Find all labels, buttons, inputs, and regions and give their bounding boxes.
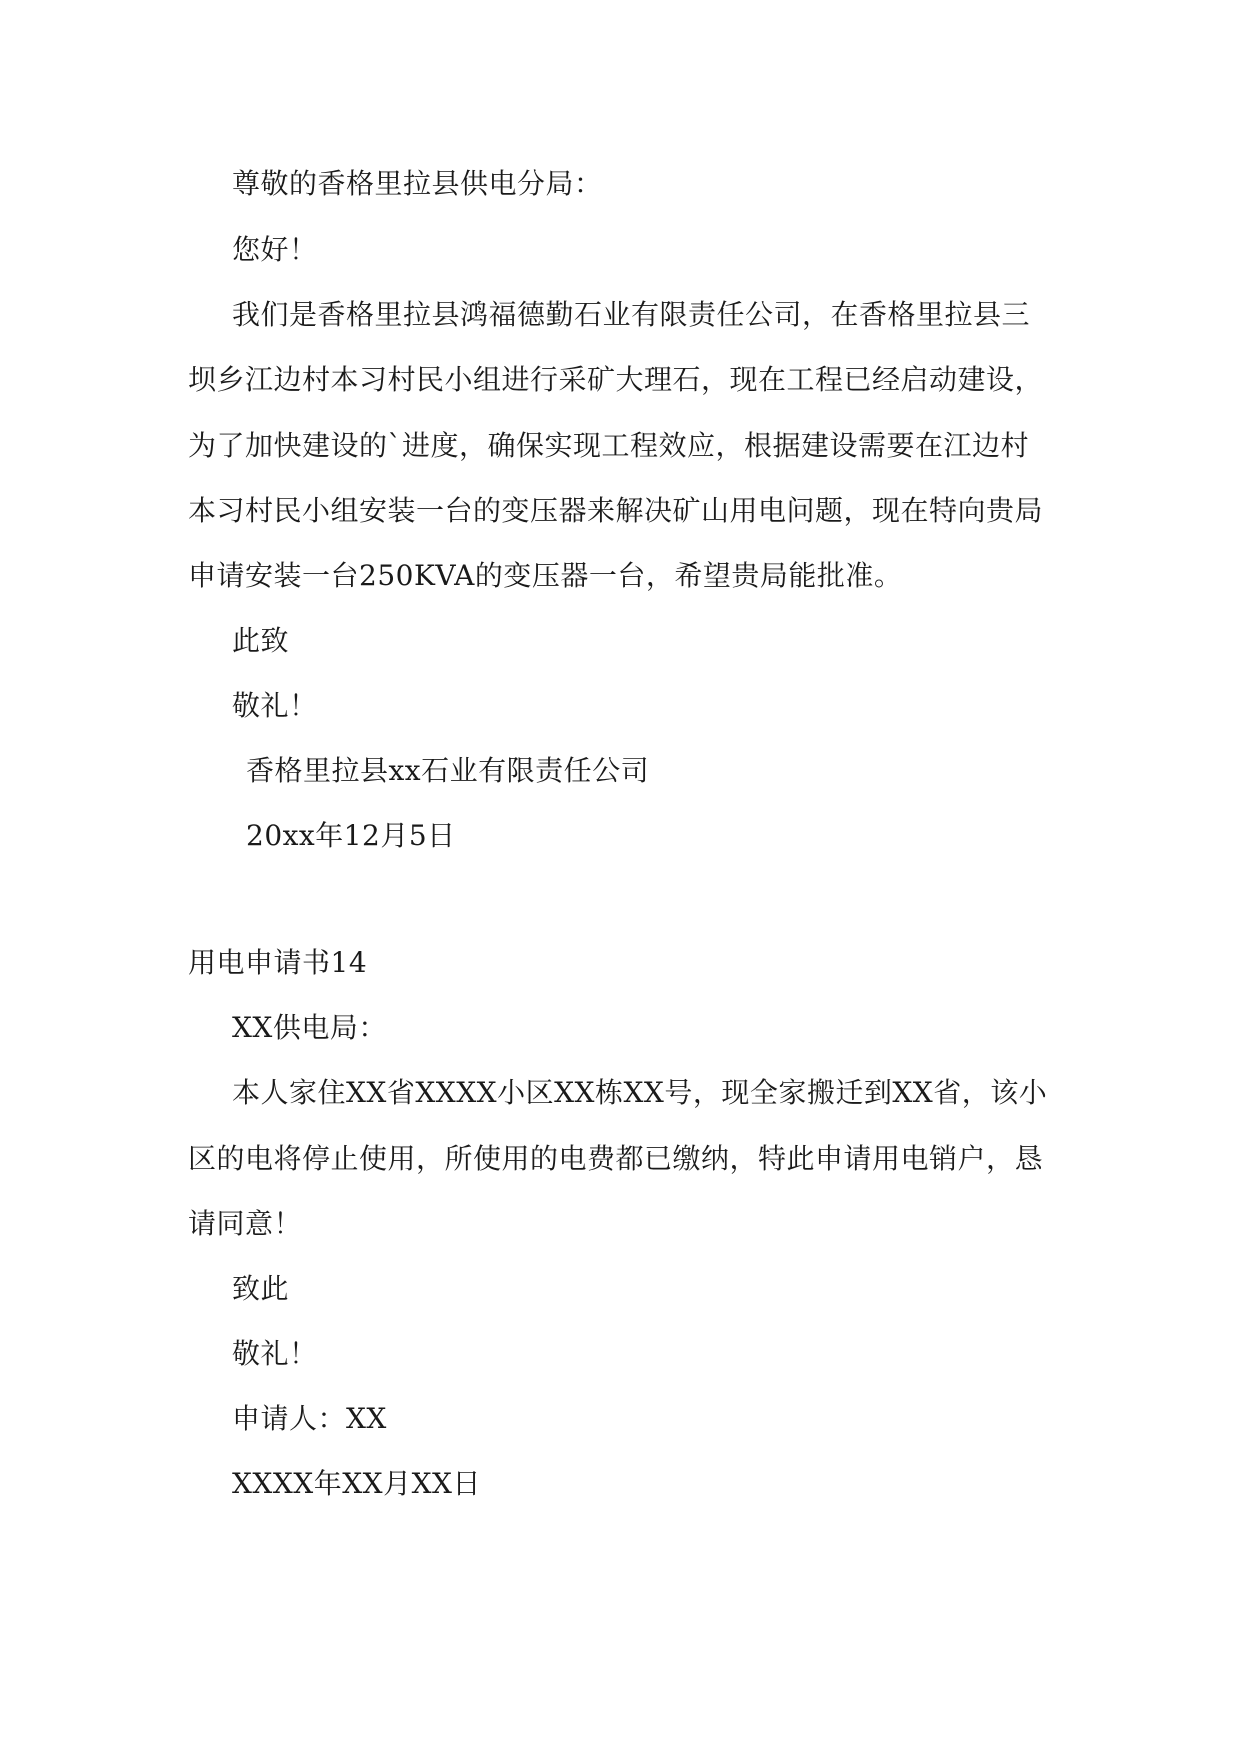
- letter1-salutation: 尊敬的香格里拉县供电分局：: [232, 167, 603, 200]
- letter1-body-line-2: 坝乡江边村本习村民小组进行采矿大理石，现在工程已经启动建设，: [188, 363, 1044, 396]
- letter1-body-line-3: 为了加快建设的`进度，确保实现工程效应，根据建设需要在江边村: [188, 429, 1030, 462]
- letter1-company-signature: 香格里拉县xx石业有限责任公司: [246, 754, 650, 787]
- letter1-date: 20xx年12月5日: [246, 819, 456, 852]
- letter1-body-line-4: 本习村民小组安装一台的变压器来解决矿山用电问题，现在特向贵局: [188, 494, 1044, 527]
- letter1-greeting: 您好！: [232, 233, 318, 266]
- letter2-closing-1: 致此: [232, 1272, 290, 1305]
- letter2-body-line-1: 本人家住XX省XXXX小区XX栋XX号，现全家搬迁到XX省，该小: [232, 1076, 1048, 1109]
- letter1-body-line-1: 我们是香格里拉县鸿福德勤石业有限责任公司，在香格里拉县三: [232, 298, 1031, 331]
- letter2-body-line-3: 请同意！: [188, 1207, 303, 1240]
- letter2-title: 用电申请书14: [188, 946, 368, 979]
- letter2-date: XXXX年XX月XX日: [232, 1467, 481, 1500]
- letter2-body-line-2: 区的电将停止使用，所使用的电费都已缴纳，特此申请用电销户，恳: [188, 1142, 1044, 1175]
- letter1-closing-1: 此致: [232, 624, 290, 657]
- letter1-body-line-5: 申请安装一台250KVA的变压器一台，希望贵局能批准。: [188, 559, 903, 592]
- letter2-closing-2: 敬礼！: [232, 1337, 318, 1370]
- letter2-salutation: XX供电局：: [232, 1011, 387, 1044]
- letter2-applicant: 申请人：XX: [232, 1402, 387, 1435]
- letter1-closing-2: 敬礼！: [232, 689, 318, 722]
